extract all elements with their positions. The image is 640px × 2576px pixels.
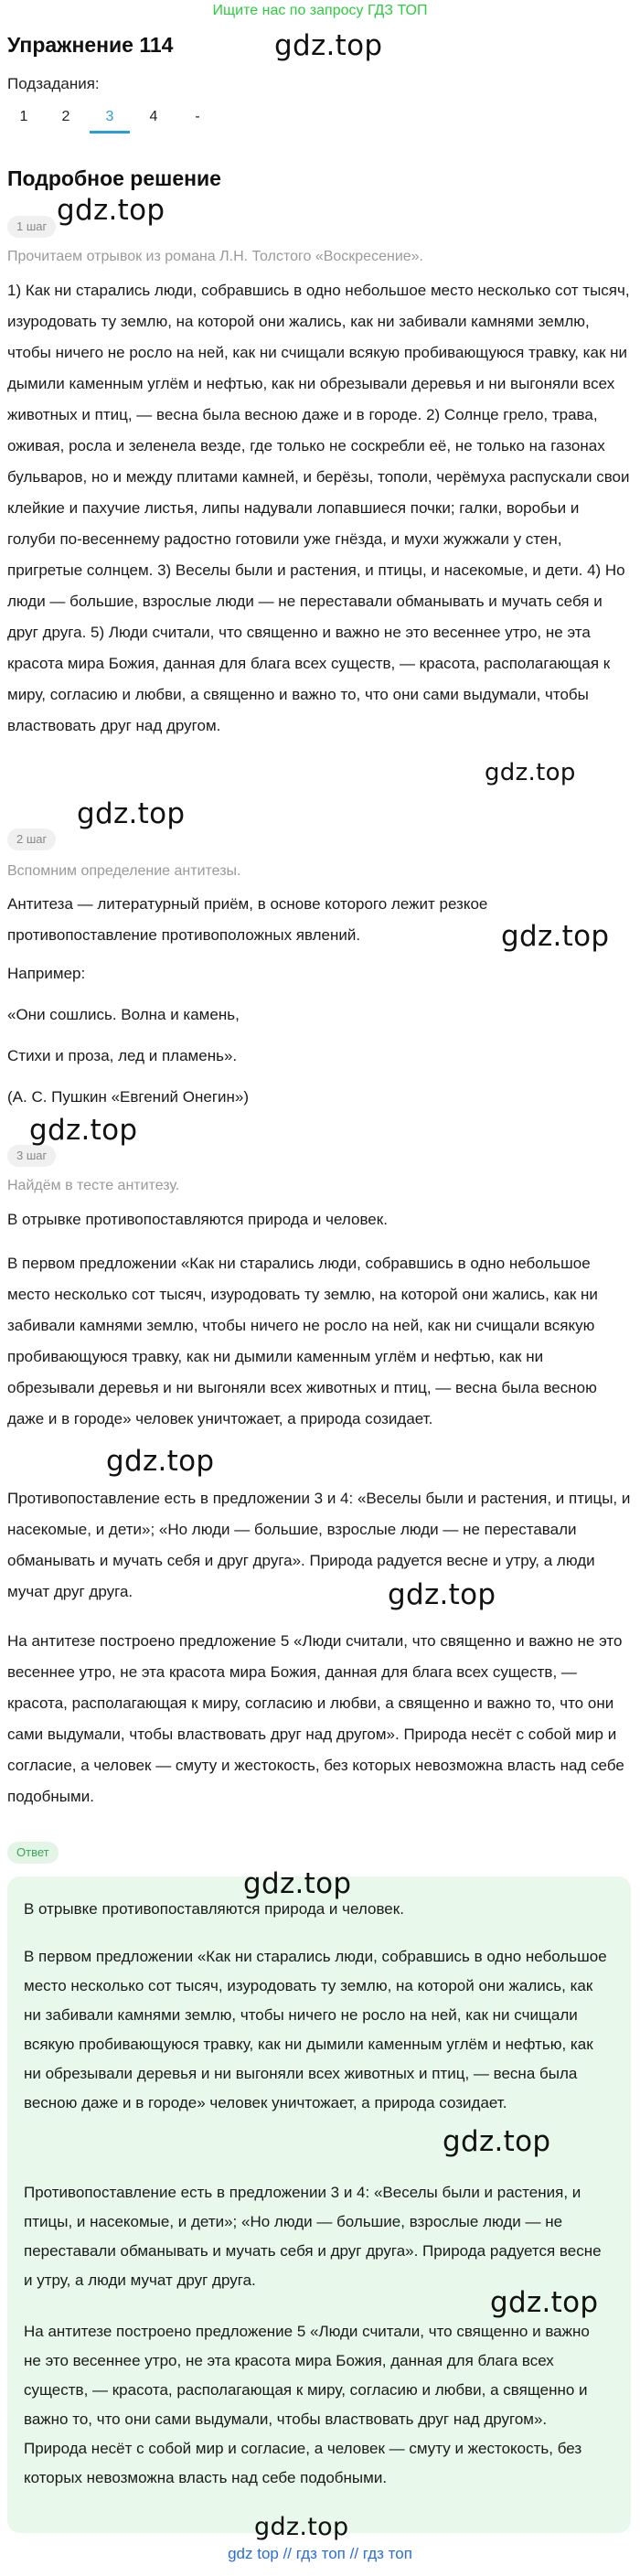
- answer-paragraph: В отрывке противопоставляются природа и человек.: [24, 1900, 404, 1918]
- step-paragraph: Антитеза — литературный приём, в основе которого лежит резкое противопоставление противоположных явлений.: [7, 895, 488, 944]
- step-paragraph: Противопоставление есть в предложении 3 и 4: «Веселы были и растения, и птицы, и насекомые, и дети»; «Но люди — большие, взрослые люди — не переставали обманывать и мучать себя и друг друга». Природа радуется весне и утру, а люди мучат друг друга.: [7, 1490, 631, 1600]
- watermark: gdz.top: [485, 759, 576, 786]
- answer-paragraph: В первом предложении «Как ни старались люди, собравшись в одно небольшое место несколько сот тысяч, изуродовать ту землю, на которой они жались, как ни забивали камнями землю, чтобы ничего не росло на ней, как ни счищали всякую пробивающуюся травку, как ни дымили каменным углём и нефтью, как ни обрезывали деревья и ни выгоняли всех животных и птиц, — весна была весною даже и в городе» человек уничтожает, а природа созидает.: [24, 1948, 607, 2111]
- answer-badge: Ответ: [7, 1842, 59, 1864]
- footer-links[interactable]: gdz top // гдз топ // гдз топ: [228, 2545, 412, 2562]
- watermark: gdz.top: [106, 1445, 215, 1478]
- step-paragraph: (А. С. Пушкин «Евгений Онегин»): [7, 1088, 250, 1106]
- subtask-tab-4[interactable]: 4: [149, 109, 158, 124]
- answer-paragraph: На антитезе построено предложение 5 «Люди считали, что священно и важно не это весеннее утро, не эта красота мира Божия, данная для блага всех существ, — красота, располагающая к миру, согласию и любви, а священно и важно то, что они сами выдумали, чтобы властвовать друг над другом». Природа несёт с собой мир и согласие, а человек — смуту и жестокость, без которых невозможна власть над себе подобными.: [24, 2323, 590, 2486]
- subtask-tab-3[interactable]: 3: [90, 101, 130, 134]
- subtask-tab-more[interactable]: -: [195, 109, 200, 124]
- step-badge: 1 шаг: [7, 216, 56, 238]
- section-title: Подробное решение: [7, 166, 221, 190]
- top-banner[interactable]: Ищите нас по запросу ГДЗ ТОП: [212, 3, 428, 18]
- step-hint: Прочитаем отрывок из романа Л.Н. Толстого «Воскресение».: [7, 249, 423, 264]
- watermark: gdz.top: [388, 1578, 496, 1611]
- watermark: gdz.top: [243, 1867, 352, 1900]
- watermark: gdz.top: [490, 2286, 599, 2319]
- subtasks-label: Подзадания:: [7, 75, 100, 92]
- step-paragraph: Например:: [7, 965, 86, 982]
- watermark: gdz.top: [77, 797, 186, 830]
- step-hint: Найдём в тесте антитезу.: [7, 1178, 180, 1193]
- watermark: gdz.top: [274, 29, 383, 62]
- page-title: Упражнение 114: [7, 33, 174, 57]
- watermark: gdz.top: [443, 2125, 551, 2158]
- step-badge: 3 шаг: [7, 1145, 56, 1167]
- step-paragraph: В первом предложении «Как ни старались люди, собравшись в одно небольшое место несколько сот тысяч, изуродовать ту землю, на которой они жались, как ни забивали камнями землю, чтобы ничего не росло на ней, как ни счищали всякую пробивающуюся травку, как ни дымили каменным углём и нефтью, как ни обрезывали деревья и ни выгоняли всех животных и птиц, — весна была весною даже и в городе» человек уничтожает, а природа созидает.: [7, 1255, 598, 1427]
- watermark: gdz.top: [501, 920, 610, 953]
- subtask-tab-1[interactable]: 1: [19, 109, 28, 124]
- answer-paragraph: Противопоставление есть в предложении 3 и 4: «Веселы были и растения, и птицы, и насекомые, и дети»; «Но люди — большие, взрослые люди — не переставали обманывать и мучать себя и друг друга». Природа радуется весне и утру, а люди мучат друг друга.: [24, 2184, 602, 2289]
- step-paragraph: Стихи и проза, лед и пламень».: [7, 1047, 238, 1064]
- step-paragraph: «Они сошлись. Волна и камень,: [7, 1006, 240, 1023]
- answer-box: [7, 1876, 631, 2533]
- subtask-tabs: [0, 101, 274, 134]
- watermark: gdz.top: [57, 194, 165, 227]
- subtask-tab-2[interactable]: 2: [61, 109, 70, 124]
- watermark: gdz.top: [29, 1114, 138, 1147]
- step-paragraph: 1) Как ни старались люди, собравшись в одно небольшое место несколько сот тысяч, изуродовать ту землю, на которой они жались, как ни забивали камнями землю, чтобы ничего не росло на ней, как ни счищали всякую пробивающуюся травку, как ни дымили каменным углём и нефтью, как ни обрезывали деревья и ни выгоняли всех животных и птиц, — весна была весною даже и в городе. 2) Солнце грело, трава, оживая, росла и зеленела везде, где только не соскребли её, не только на газонах бульваров, но и между плитами камней, и берёзы, тополи, черёмуха распускали свои клейкие и пахучие листья, липы надували лопавшиеся почки; галки, воробьи и голуби по-весеннему радостно готовили уже гнёзда, и мухи жужжали у стен, пригретые солнцем. 3) Веселы были и растения, и птицы, и насекомые, и дети. 4) Но люди — большие, взрослые люди — не переставали обманывать и мучать себя и друг друга. 5) Люди считали, что священно и важно не это весеннее утро, не эта красота мира Божия, данная для блага всех существ, — красота, располагающая к миру, согласию и любви, а священно и важно то, что они сами выдумали, чтобы властвовать друг над другом.: [7, 282, 630, 734]
- step-paragraph: В отрывке противопоставляются природа и человек.: [7, 1211, 388, 1228]
- watermark: gdz.top: [254, 2513, 349, 2541]
- step-paragraph: На антитезе построено предложение 5 «Люди считали, что священно и важно не это весеннее утро, не эта красота мира Божия, данная для блага всех существ, — красота, располагающая к миру, согласию и любви, а священно и важно то, что они сами выдумали, чтобы властвовать друг над другом». Природа несёт с собой мир и согласие, а человек — смуту и жестокость, без которых невозможна власть над себе подобными.: [7, 1632, 624, 1805]
- step-badge: 2 шаг: [7, 828, 56, 850]
- step-hint: Вспомним определение антитезы.: [7, 863, 241, 879]
